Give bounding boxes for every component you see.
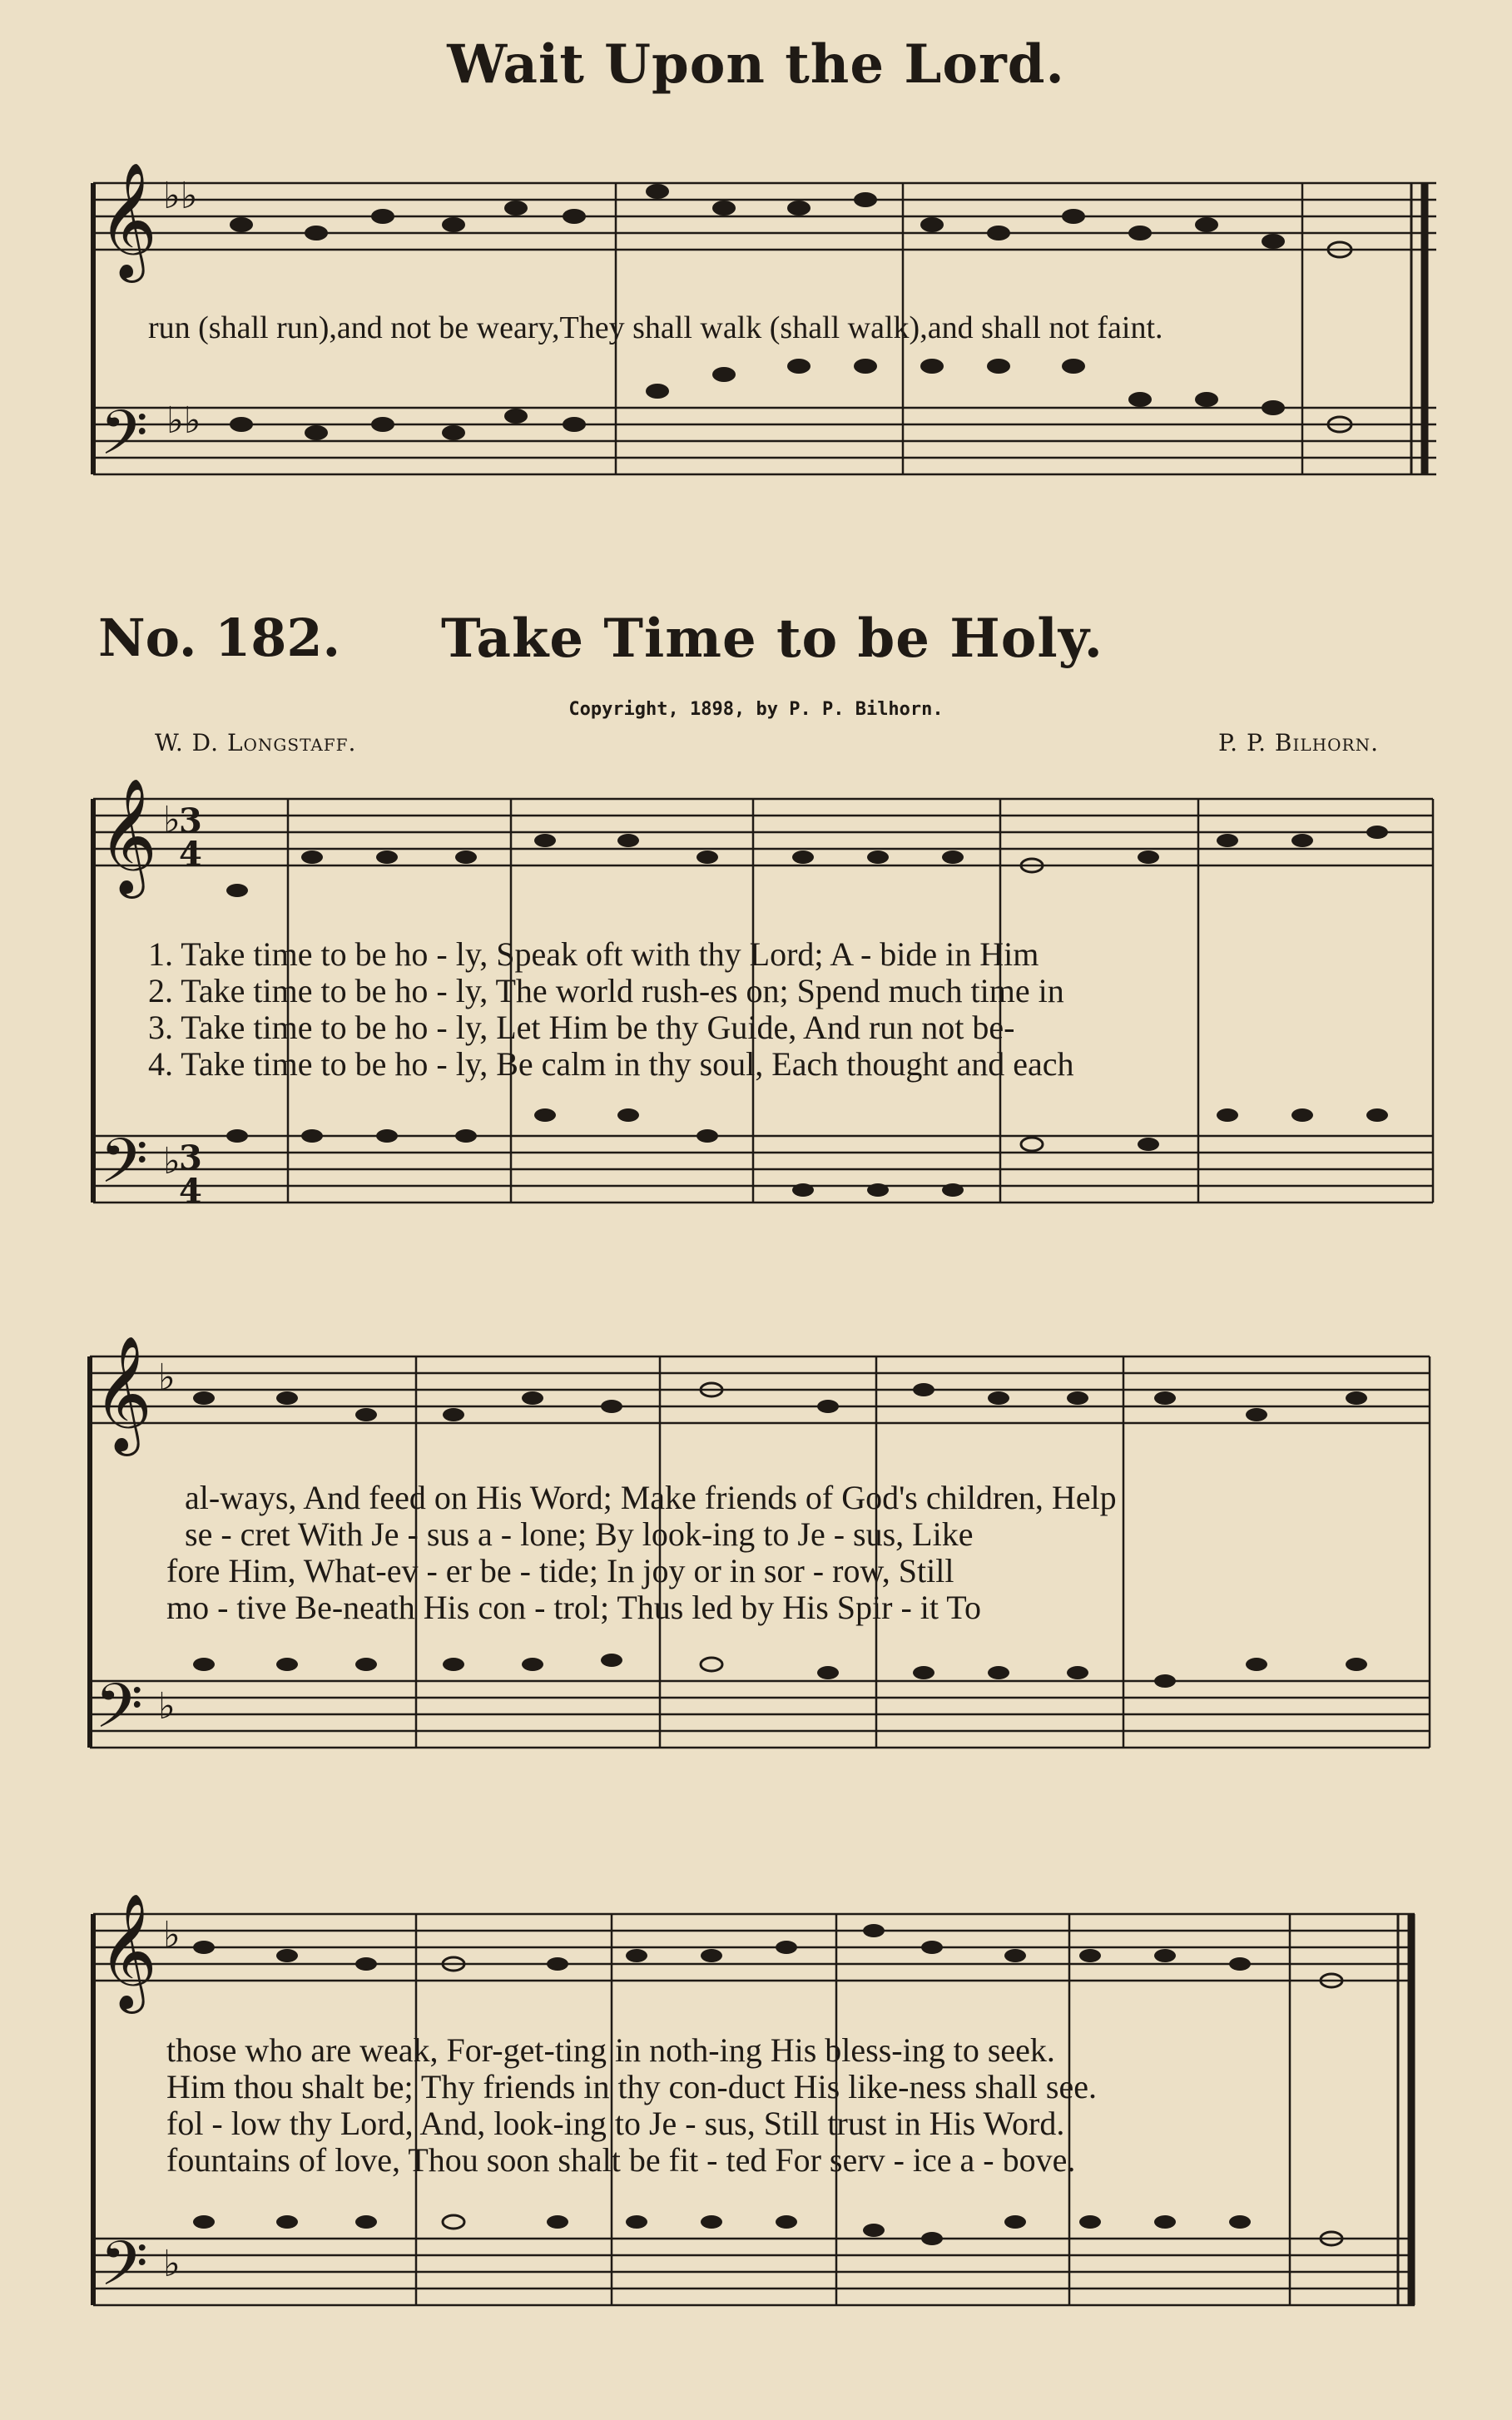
svg-text:3: 3 (179, 801, 202, 841)
svg-text:♭: ♭ (158, 1356, 176, 1399)
composer-credit: P. P. Bilhorn. (1218, 729, 1379, 756)
svg-text:♭: ♭ (163, 2243, 181, 2285)
lyric-verse-1-line-1: 1. Take time to be ho - ly, Speak oft with thy Lord; A - bide in Him (148, 935, 1039, 973)
lyric-verse-1-line-2: al-ways, And feed on His Word; Make friends of God's children, Help (185, 1479, 1117, 1516)
svg-text:♭: ♭ (158, 1685, 176, 1728)
svg-text:𝄞: 𝄞 (98, 1893, 157, 2009)
lyric-verse-3-line-3: fol - low thy Lord, And, look-ing to Je - sus, Still trust in His Word. (166, 2105, 1065, 2142)
svg-text:4: 4 (179, 1172, 202, 1211)
svg-text:𝄞: 𝄞 (98, 162, 157, 278)
lyric-verse-2-line-2: se - cret With Je - sus a - lone; By look-ing to Je - sus, Like (185, 1515, 974, 1553)
lyric-verse-3-line-1: 3. Take time to be ho - ly, Let Him be thy Guide, And run not be- (148, 1009, 1015, 1046)
svg-text:3: 3 (179, 1138, 202, 1178)
lyric-verse-4-line-3: fountains of love, Thou soon shalt be fit - ted For serv - ice a - bove. (166, 2141, 1076, 2179)
hymn-number: No. 182. (98, 607, 341, 668)
svg-text:𝄢: 𝄢 (100, 397, 148, 484)
hymn-title: Take Time to be Holy. (441, 607, 1103, 670)
svg-text:𝄢: 𝄢 (100, 2228, 148, 2315)
lyric-verse-2-line-1: 2. Take time to be ho - ly, The world rush-es on; Spend much time in (148, 972, 1064, 1009)
lyric-line-wait-upon-the-lord: run (shall run),and not be weary,They shall walk (shall walk),and shall not faint. (148, 310, 1163, 345)
svg-text:♭♭: ♭♭ (163, 175, 198, 217)
svg-text:𝄞: 𝄞 (98, 778, 157, 894)
lyric-verse-4-line-2: mo - tive Be-neath His con - trol; Thus led by His Spir - it To (166, 1589, 981, 1626)
lyric-verse-1-line-3: those who are weak, For-get-ting in noth-ing His bless-ing to seek. (166, 2031, 1055, 2069)
svg-text:𝄞: 𝄞 (93, 1336, 152, 1451)
svg-text:𝄢: 𝄢 (100, 1125, 148, 1212)
lyricist-credit: W. D. Longstaff. (155, 729, 357, 756)
song-title-wait-upon-the-lord: Wait Upon the Lord. (447, 33, 1065, 96)
lyric-verse-2-line-3: Him thou shalt be; Thy friends in thy con-duct His like-ness shall see. (166, 2068, 1097, 2105)
svg-text:𝄢: 𝄢 (95, 1670, 143, 1758)
svg-text:♭: ♭ (163, 799, 181, 841)
svg-text:♭: ♭ (163, 1914, 181, 1956)
svg-text:♭♭: ♭♭ (166, 399, 201, 442)
svg-text:♭: ♭ (163, 1140, 181, 1183)
lyric-verse-4-line-1: 4. Take time to be ho - ly, Be calm in thy soul, Each thought and each (148, 1045, 1074, 1083)
copyright-notice: Copyright, 1898, by P. P. Bilhorn. (568, 699, 944, 720)
lyric-verse-3-line-2: fore Him, What-ev - er be - tide; In joy or in sor - row, Still (166, 1552, 954, 1589)
svg-text:4: 4 (179, 835, 202, 874)
